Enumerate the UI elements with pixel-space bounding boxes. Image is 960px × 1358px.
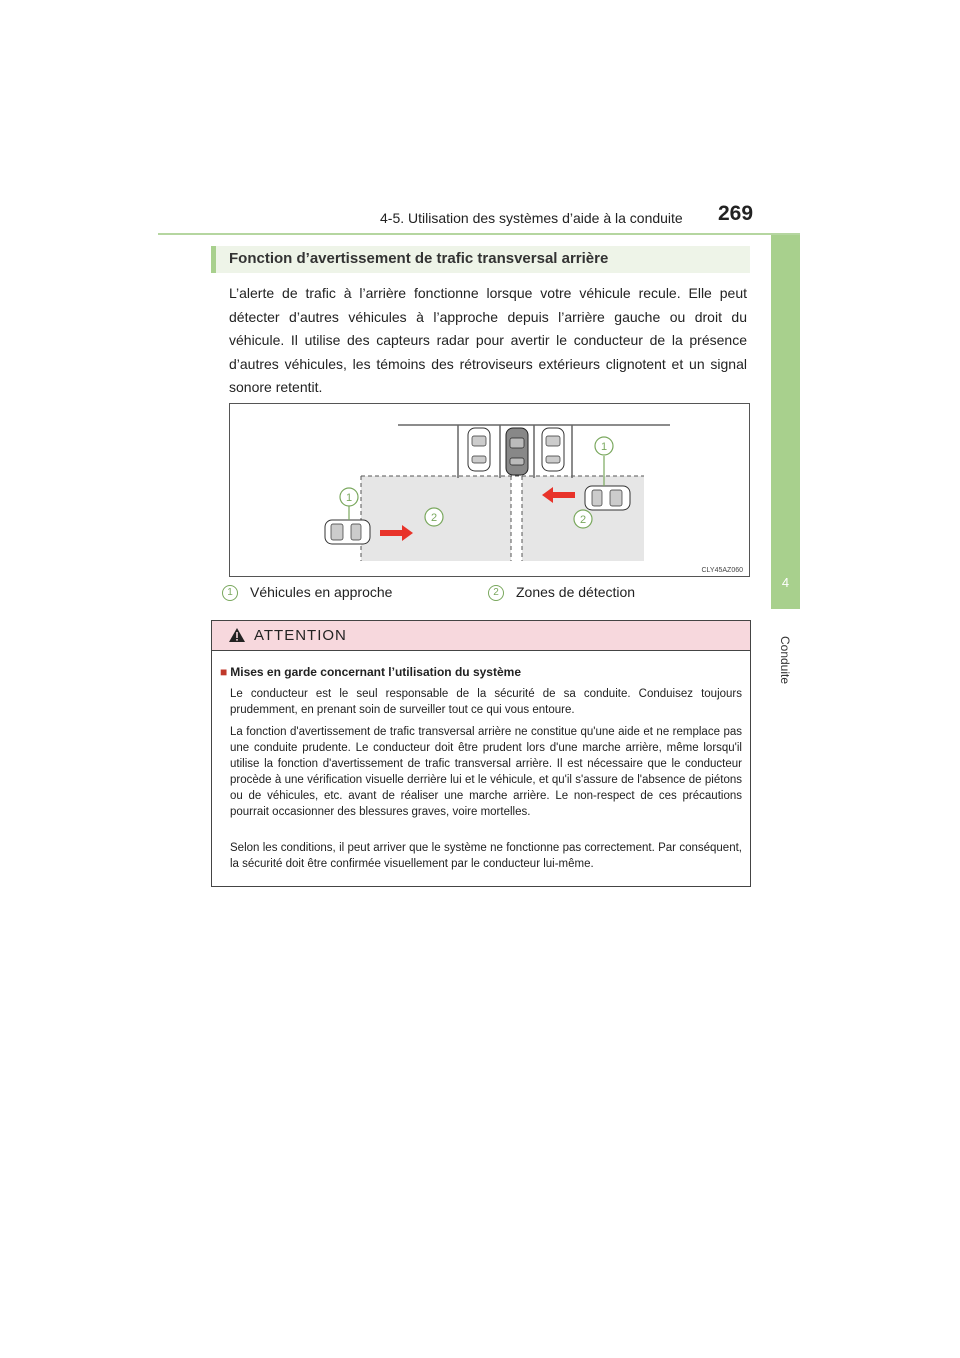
warning-subtitle-text: Mises en garde concernant l’utilisation du système xyxy=(230,665,521,679)
callout-2-right: 2 xyxy=(579,514,587,526)
warning-paragraph: Selon les conditions, il peut arriver que le système ne fonctionne pas correctement. Par conséquent, la sécurité doit être confirmée visuellement par le conducteur lui-même. xyxy=(230,842,742,870)
approaching-car-right xyxy=(585,486,630,510)
square-bullet-icon: ■ xyxy=(220,665,228,679)
section-heading xyxy=(211,246,750,273)
callout-2-left: 2 xyxy=(430,512,438,524)
chapter-side-tab xyxy=(771,235,800,609)
parked-car-1 xyxy=(468,428,490,471)
rcta-diagram xyxy=(229,403,750,577)
figure-code: CLY45AZ060 xyxy=(701,567,743,574)
side-tab-number: 4 xyxy=(781,575,790,590)
warning-box xyxy=(211,620,751,887)
header-rule xyxy=(158,233,800,235)
legend-label: Zones de détection xyxy=(516,584,636,600)
warning-header xyxy=(212,621,750,651)
side-tab-label-text: Conduite xyxy=(778,635,792,685)
legend-number: 1 xyxy=(222,585,238,601)
rcta-diagram-illustration xyxy=(230,404,751,578)
side-tab-label xyxy=(770,620,800,700)
warning-paragraph: La fonction d'avertissement de trafic transversal arrière ne constitue qu'une aide et ne remplace pas une conduite prudente. Le conducteur doit être prudent lors d'une marche arrière, même lorsqu'il utilise la fonction d'avertissement de trafic transversal arrière. Il est nécessaire que le conducteur procède à une vérification visuelle derrière lui et le véhicule, et qu'il s'assure de l'absence de piétons ou de véhicules, etc. avant de réaliser une marche arrière. Le non-respect de ces précautions pourrait occasionner des blessures graves, voire mortelles. xyxy=(230,726,742,818)
legend-item-zones xyxy=(488,584,635,601)
chapter-title: 4-5. Utilisation des systèmes d’aide à la conduite xyxy=(380,210,683,226)
section-title: Fonction d’avertissement de trafic transversal arrière xyxy=(229,250,609,267)
legend-label: Véhicules en approche xyxy=(250,584,393,600)
intro-paragraph: L’alerte de trafic à l’arrière fonctionne lorsque votre véhicule recule. Elle peut détecter d’autres véhicules à l’approche depuis l’arrière gauche ou droit du véhicule. Il utilise des capteurs radar pour avertir le conducteur de la présence d’autres véhicules, les témoins des rétroviseurs extérieurs clignotent et un signal sonore retentit. xyxy=(229,285,747,395)
parked-car-reversing xyxy=(506,428,528,475)
warning-paragraph: Le conducteur est le seul responsable de la sécurité de sa conduite. Conduisez toujours prudemment, en prenant soin de surveiller tout ce qui vous entoure. xyxy=(230,688,742,716)
parked-car-3 xyxy=(542,428,564,471)
page-number: 269 xyxy=(718,202,754,225)
callout-1-left: 1 xyxy=(345,492,353,504)
legend-number: 2 xyxy=(488,585,504,601)
callout-1-right: 1 xyxy=(600,441,608,453)
warning-subtitle xyxy=(220,665,521,679)
warning-triangle-icon xyxy=(228,627,246,643)
warning-title: ATTENTION xyxy=(254,627,347,644)
legend-item-approaching xyxy=(222,584,392,601)
approaching-car-left xyxy=(325,520,370,544)
